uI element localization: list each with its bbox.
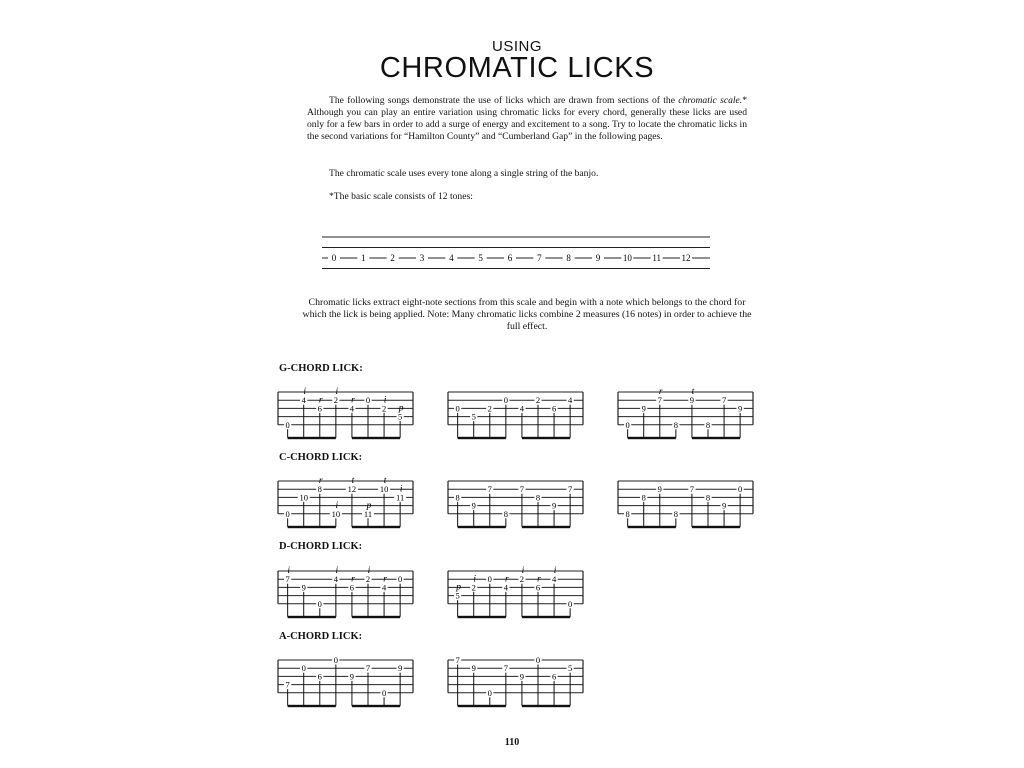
fret-number: 0 bbox=[738, 484, 743, 495]
fret-number: 2 bbox=[471, 582, 476, 593]
fret-number: 0 bbox=[333, 655, 338, 665]
fret-number: 9 bbox=[301, 582, 306, 593]
fret-number: 1 bbox=[361, 253, 366, 263]
fret-number: 9 bbox=[519, 671, 525, 682]
fret-number: 9 bbox=[471, 663, 476, 674]
fret-number: 9 bbox=[471, 500, 476, 511]
d-chord-lick-label: D-CHORD LICK: bbox=[279, 541, 363, 552]
right-hand-finger: i bbox=[553, 566, 557, 577]
beam bbox=[288, 616, 336, 618]
right-hand-finger: r bbox=[537, 574, 541, 585]
right-hand-finger: r bbox=[318, 476, 323, 487]
right-hand-finger: r bbox=[351, 395, 355, 406]
fret-number: 6 bbox=[507, 253, 513, 263]
fret-number: 10 bbox=[299, 492, 308, 503]
right-hand-finger: r bbox=[658, 387, 663, 398]
fret-number: 2 bbox=[365, 574, 371, 585]
beam bbox=[458, 437, 506, 439]
fret-number: 8 bbox=[535, 492, 541, 503]
beam bbox=[352, 616, 400, 618]
fret-number: 10 bbox=[331, 508, 341, 519]
fret-number: 9 bbox=[349, 671, 355, 682]
fret-number: 7 bbox=[689, 484, 695, 495]
right-hand-finger: p bbox=[456, 582, 462, 593]
fret-number: 7 bbox=[568, 484, 573, 495]
fret-number: 4 bbox=[503, 582, 508, 593]
fret-number: 4 bbox=[568, 395, 573, 406]
fret-number: 12 bbox=[347, 484, 357, 495]
chromatic-scale-staff bbox=[322, 237, 710, 269]
beam bbox=[288, 705, 336, 707]
fret-number: 8 bbox=[673, 508, 678, 519]
right-hand-finger: i bbox=[287, 566, 290, 577]
fret-number: 2 bbox=[487, 403, 492, 414]
beam bbox=[458, 616, 506, 618]
fret-number: 9 bbox=[551, 500, 557, 511]
beam bbox=[352, 526, 400, 528]
fret-number: 9 bbox=[721, 500, 727, 511]
chord-lick-tab bbox=[448, 655, 583, 707]
fret-number: 10 bbox=[622, 253, 632, 263]
fret-number: 4 bbox=[551, 574, 557, 585]
right-hand-finger: r bbox=[505, 574, 509, 585]
right-hand-finger: i bbox=[399, 484, 403, 495]
fret-number: 0 bbox=[487, 687, 492, 698]
fret-number: 8 bbox=[625, 508, 630, 519]
fret-number: 0 bbox=[285, 419, 290, 430]
fret-number: 12 bbox=[681, 253, 691, 263]
fret-number: 9 bbox=[738, 403, 743, 414]
fret-number: 7 bbox=[365, 663, 371, 674]
fret-number: 9 bbox=[595, 253, 601, 263]
right-hand-finger: i bbox=[335, 566, 339, 577]
fret-number: 2 bbox=[535, 395, 541, 406]
beam bbox=[522, 616, 570, 618]
fret-number: 7 bbox=[455, 655, 460, 665]
right-hand-finger: i bbox=[303, 387, 307, 398]
fret-number: 2 bbox=[519, 574, 525, 585]
fret-number: 7 bbox=[519, 484, 525, 495]
page-title: CHROMATIC LICKS bbox=[379, 52, 655, 84]
fret-number: 9 bbox=[689, 395, 695, 406]
fret-number: 0 bbox=[503, 395, 508, 406]
beam bbox=[692, 437, 740, 439]
beam bbox=[628, 437, 676, 439]
scale-paragraph: The chromatic scale uses every tone along a single string of the banjo. bbox=[329, 168, 599, 179]
chord-lick-tab bbox=[278, 566, 413, 618]
chord-lick-tab bbox=[448, 566, 583, 618]
fret-number: 4 bbox=[301, 395, 306, 406]
right-hand-finger: p bbox=[366, 500, 372, 511]
fret-number: 11 bbox=[363, 508, 373, 519]
chord-lick-tab bbox=[278, 655, 413, 707]
right-hand-finger: i bbox=[521, 566, 525, 577]
beam bbox=[458, 526, 506, 528]
g-chord-lick-label: G-CHORD LICK: bbox=[279, 363, 363, 374]
chord-lick-tab bbox=[618, 481, 753, 528]
fret-number: 7 bbox=[503, 663, 508, 674]
fret-number: 0 bbox=[331, 253, 337, 263]
page-number: 110 bbox=[504, 737, 520, 748]
right-hand-finger: i bbox=[335, 500, 339, 511]
fret-number: 4 bbox=[381, 582, 387, 593]
right-hand-finger: r bbox=[351, 574, 355, 585]
fret-number: 7 bbox=[537, 253, 542, 263]
fret-number: 0 bbox=[301, 663, 306, 674]
licks-paragraph: Chromatic licks extract eight-note sections from this scale and begin with a note which belongs to the chord for which the lick is being applied. Note: Many chromatic licks combine 2 measures (16 notes) in order to achieve the full effect. bbox=[302, 297, 752, 332]
chord-lick-tab bbox=[448, 392, 583, 439]
c-chord-lick-label: C-CHORD LICK: bbox=[279, 452, 363, 463]
fret-number: 11 bbox=[396, 492, 405, 503]
fret-number: 8 bbox=[566, 253, 571, 263]
right-hand-finger: p bbox=[398, 403, 404, 414]
page-kicker: USING bbox=[491, 38, 542, 55]
fret-number: 0 bbox=[568, 598, 573, 609]
beam bbox=[522, 705, 570, 707]
right-hand-finger: r bbox=[383, 574, 387, 585]
right-hand-finger: t bbox=[351, 476, 355, 487]
fret-number: 8 bbox=[705, 492, 711, 503]
beam bbox=[522, 526, 570, 528]
beam bbox=[288, 437, 336, 439]
fret-number: 9 bbox=[398, 663, 403, 674]
footnote-paragraph: *The basic scale consists of 12 tones: bbox=[329, 191, 473, 202]
right-hand-finger: i bbox=[335, 387, 339, 398]
right-hand-finger: r bbox=[318, 395, 323, 406]
beam bbox=[692, 526, 740, 528]
intro-paragraph: The following songs demonstrate the use of licks which are drawn from sections of the chromatic scale.* Although you can play an entire variation using chromatic licks for every chord, generally these licks are used only for a few bars in order to add a surge of energy and excitement to a song. Try to locate the chromatic licks in the second variations for “Hamilton County” and “Cumberland Gap” in the following pages. bbox=[307, 95, 748, 142]
beam bbox=[352, 437, 400, 439]
right-hand-finger: i bbox=[473, 574, 477, 585]
right-hand-finger: t bbox=[383, 476, 387, 487]
fret-number: 8 bbox=[503, 508, 508, 519]
chord-lick-tab bbox=[448, 481, 583, 528]
fret-number: 6 bbox=[551, 403, 557, 414]
fret-number: 8 bbox=[673, 419, 678, 430]
fret-number: 6 bbox=[317, 403, 322, 414]
beam bbox=[458, 705, 506, 707]
chord-lick-tab bbox=[618, 387, 753, 439]
fret-number: 0 bbox=[398, 574, 403, 585]
fret-number: 0 bbox=[317, 598, 322, 609]
fret-number: 5 bbox=[455, 590, 460, 601]
fret-number: 4 bbox=[449, 253, 454, 263]
fret-number: 0 bbox=[487, 574, 492, 585]
chord-lick-tab bbox=[278, 476, 413, 528]
fret-number: 0 bbox=[625, 419, 630, 430]
fret-number: 6 bbox=[317, 671, 322, 682]
fret-number: 4 bbox=[349, 403, 355, 414]
beam bbox=[628, 526, 676, 528]
fret-number: 0 bbox=[381, 687, 387, 698]
fret-number: 8 bbox=[705, 419, 711, 430]
chord-lick-tab bbox=[278, 387, 413, 439]
right-hand-finger: i bbox=[367, 566, 371, 577]
beam bbox=[352, 705, 400, 707]
fret-number: 11 bbox=[652, 253, 662, 263]
beam bbox=[522, 437, 570, 439]
fret-number: 0 bbox=[285, 508, 290, 519]
fret-number: 7 bbox=[657, 395, 662, 406]
fret-number: 9 bbox=[657, 484, 662, 495]
fret-number: 8 bbox=[455, 492, 460, 503]
fret-number: 7 bbox=[487, 484, 492, 495]
fret-number: 2 bbox=[390, 253, 395, 263]
fret-number: 4 bbox=[333, 574, 338, 585]
fret-number: 10 bbox=[379, 484, 389, 495]
fret-number: 0 bbox=[365, 395, 371, 406]
fret-number: 9 bbox=[641, 403, 646, 414]
fret-number: 6 bbox=[349, 582, 355, 593]
fret-number: 6 bbox=[551, 671, 557, 682]
fret-number: 0 bbox=[455, 403, 460, 414]
fret-number: 8 bbox=[317, 484, 322, 495]
fret-number: 3 bbox=[419, 253, 425, 263]
fret-number: 4 bbox=[519, 403, 525, 414]
beam bbox=[288, 526, 336, 528]
fret-number: 7 bbox=[285, 679, 290, 690]
a-chord-lick-label: A-CHORD LICK: bbox=[279, 631, 363, 642]
fret-number: 6 bbox=[535, 582, 541, 593]
right-hand-finger: t bbox=[691, 387, 695, 398]
fret-number: 5 bbox=[398, 411, 403, 422]
fret-number: 2 bbox=[333, 395, 338, 406]
fret-number: 8 bbox=[641, 492, 646, 503]
fret-number: 5 bbox=[471, 411, 476, 422]
fret-number: 2 bbox=[381, 403, 387, 414]
fret-number: 5 bbox=[478, 253, 483, 263]
fret-number: 7 bbox=[285, 574, 290, 585]
fret-number: 0 bbox=[535, 655, 541, 665]
fret-number: 5 bbox=[568, 663, 573, 674]
fret-number: 7 bbox=[721, 395, 727, 406]
right-hand-finger: i bbox=[383, 395, 387, 406]
